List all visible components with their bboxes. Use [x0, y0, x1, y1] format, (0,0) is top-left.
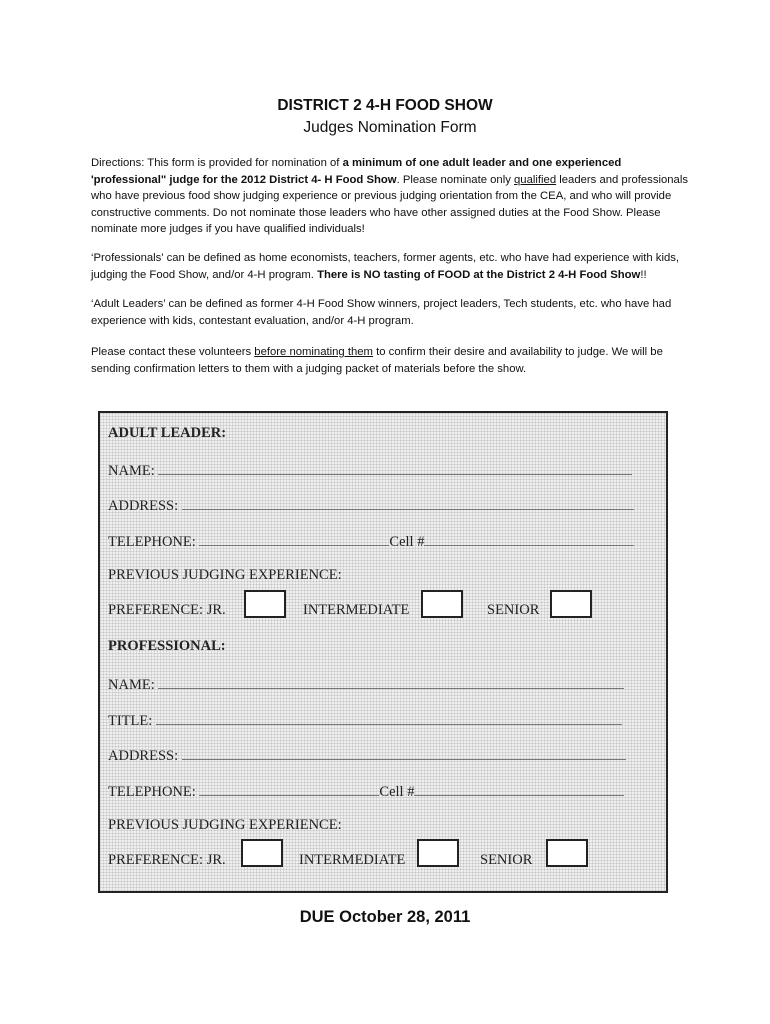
adult-name-row: NAME:: [108, 460, 632, 480]
adult-name-field[interactable]: [158, 460, 632, 475]
professionals-definition: ‘Professionals' can be defined as home economists, teachers, former agents, etc. who have had experience with kids, judging the Food Show, and/or 4-H program. There is NO tasting of FOOD at the District 2 4-H Food Show!!: [91, 252, 680, 281]
professional-telephone-row: TELEPHONE: Cell #: [108, 781, 624, 801]
adult-leader-heading: ADULT LEADER:: [108, 425, 227, 441]
adult-address-field[interactable]: [182, 495, 634, 510]
professional-preference-jr-label: PREFERENCE: JR.: [108, 852, 226, 868]
professional-jr-checkbox[interactable]: [241, 839, 283, 867]
professional-title-row: TITLE:: [108, 710, 622, 730]
professional-senior-checkbox[interactable]: [546, 839, 588, 867]
professional-address-row: ADDRESS:: [108, 745, 626, 765]
adult-telephone-row: TELEPHONE: Cell #: [108, 531, 634, 551]
adult-cell-field[interactable]: [424, 531, 634, 546]
directions-paragraph: Directions: This form is provided for nomination of a minimum of one adult leader and one experienced 'professional" judge for the 2012 District 4- H Food Show. Please nominate only qualified leaders and professionals who have previous food show judging experience or previous judging orientation from the CEA, and who will provide constructive comments. Do not nominate those leaders who have other assigned duties at the Food Show. Please nominate more judges if you have qualified individuals!: [91, 157, 688, 236]
professional-senior-label: SENIOR: [480, 852, 533, 868]
form-subtitle: Judges Nomination Form: [303, 119, 477, 136]
adult-preference-jr-label: PREFERENCE: JR.: [108, 602, 226, 618]
professional-cell-field[interactable]: [414, 781, 624, 796]
adult-intermediate-label: INTERMEDIATE: [303, 602, 410, 618]
professional-intermediate-label: INTERMEDIATE: [299, 852, 406, 868]
adult-senior-label: SENIOR: [487, 602, 540, 618]
adult-leaders-definition: ‘Adult Leaders’ can be defined as former 4-H Food Show winners, project leaders, Tech students, etc. who have had experience with kids, contestant evaluation, and/or 4-H program.: [91, 298, 672, 327]
due-date: DUE October 28, 2011: [299, 908, 471, 926]
professional-name-field[interactable]: [158, 674, 624, 689]
adult-telephone-field[interactable]: [199, 531, 389, 546]
professional-experience-row: PREVIOUS JUDGING EXPERIENCE:: [108, 817, 342, 833]
professional-address-field[interactable]: [182, 745, 626, 760]
adult-experience-row: PREVIOUS JUDGING EXPERIENCE:: [108, 567, 342, 583]
professional-intermediate-checkbox[interactable]: [417, 839, 459, 867]
professional-telephone-field[interactable]: [199, 781, 379, 796]
adult-intermediate-checkbox[interactable]: [421, 590, 463, 618]
professional-title-field[interactable]: [156, 710, 622, 725]
adult-address-row: ADDRESS:: [108, 495, 634, 515]
professional-name-row: NAME:: [108, 674, 624, 694]
professional-heading: PROFESSIONAL:: [108, 638, 226, 654]
adult-jr-checkbox[interactable]: [244, 590, 286, 618]
contact-note: Please contact these volunteers before nominating them to confirm their desire and availability to judge. We will be sending confirmation letters to them with a judging packet of materials before the show.: [91, 346, 663, 375]
form-title: DISTRICT 2 4-H FOOD SHOW: [277, 97, 493, 114]
adult-senior-checkbox[interactable]: [550, 590, 592, 618]
